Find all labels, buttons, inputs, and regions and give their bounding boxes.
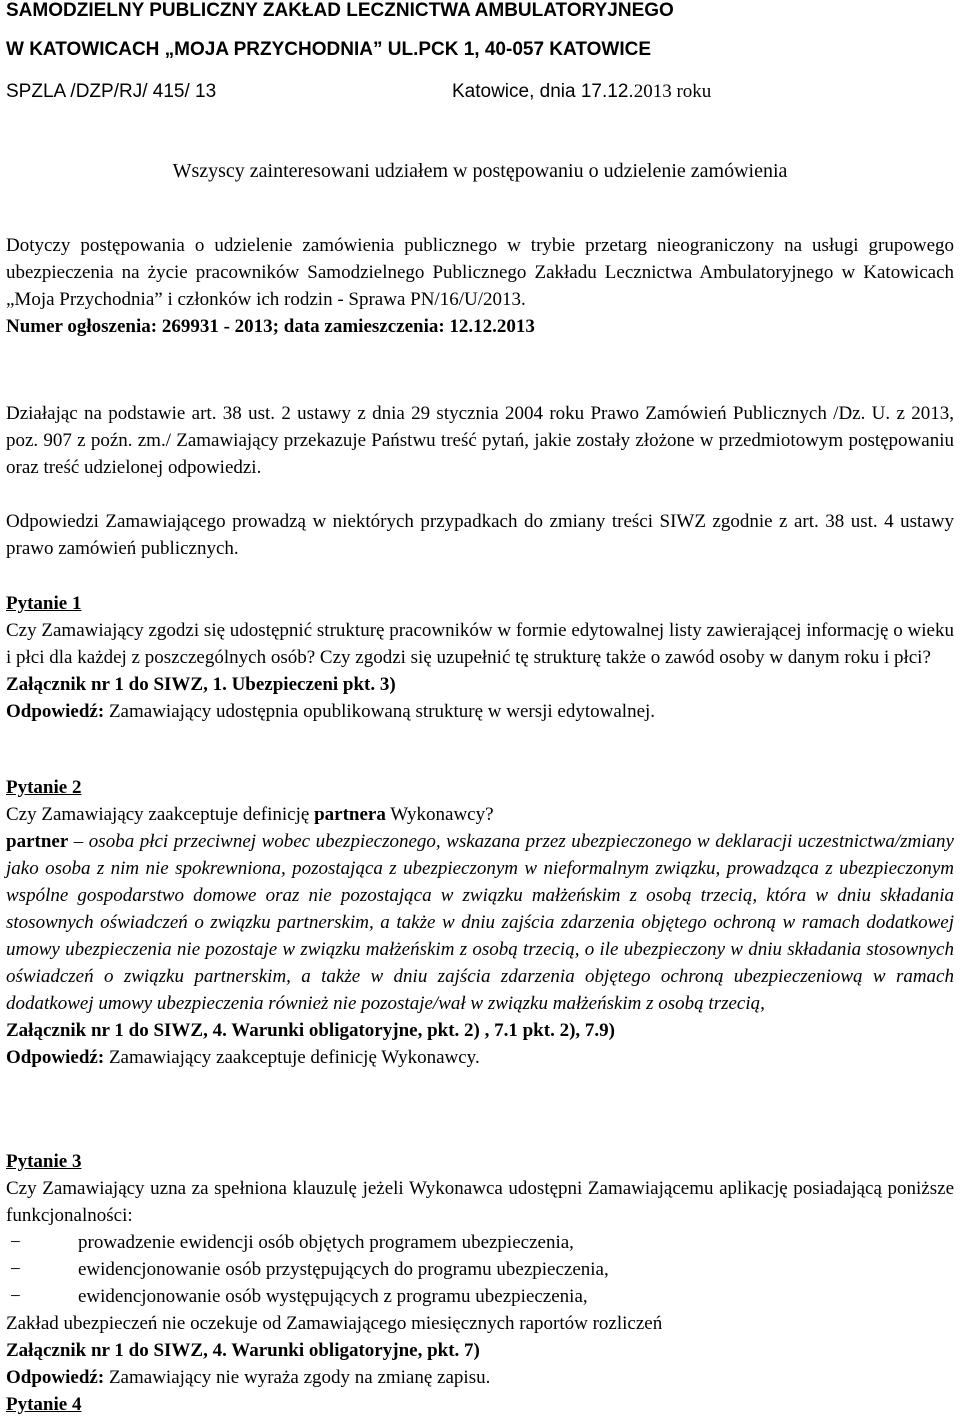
basis-paragraph: Działając na podstawie art. 38 ust. 2 ustawy z dnia 29 stycznia 2004 roku Prawo Zamówień Publicznych /Dz. U. z 2013, poz. 907 z poźn. zm./ Zamawiający przekazuje Państwu treść pytań, jakie zostały złożone w przedmiotowym postępowaniu oraz treść udzielonej odpowiedzi. — [6, 403, 954, 478]
notice-number: Numer ogłoszenia: 269931 - 2013; data zamieszczenia: 12.12.2013 — [6, 316, 535, 337]
question-2-reference: Załącznik nr 1 do SIWZ, 4. Warunki obligatoryjne, pkt. 2) , 7.1 pkt. 2), 7.9) — [6, 1020, 615, 1041]
functionality-list — [6, 1229, 954, 1310]
question-1-answer: Odpowiedź: Zamawiający udostępnia opublikowaną strukturę w wersji edytowalnej. — [6, 701, 656, 722]
institution-name: SAMODZIELNY PUBLICZNY ZAKŁAD LECZNICTWA AMBULATORYJNEGO — [6, 0, 674, 21]
question-2-answer: Odpowiedź: Zamawiający zaakceptuje definicję Wykonawcy. — [6, 1047, 480, 1068]
addressee-title: Wszyscy zainteresowani udziałem w postępowaniu o udzielenie zamówienia — [172, 160, 788, 182]
institution-address: W KATOWICACH „MOJA PRZYCHODNIA” UL.PCK 1, 40-057 KATOWICE — [6, 39, 651, 60]
question-3-tail — [6, 1310, 954, 1418]
document-date: Katowice, dnia 17.12.2013 roku — [452, 81, 712, 102]
intro-section — [6, 232, 954, 340]
list-item: − ewidencjonowanie osób występujących z programu ubezpieczenia, — [6, 1283, 954, 1310]
list-item: − ewidencjonowanie osób przystępujących do programu ubezpieczenia, — [6, 1256, 954, 1283]
question-1 — [6, 590, 954, 725]
question-3-text: Czy Zamawiający uzna za spełniona klauzulę jeżeli Wykonawca udostępni Zamawiającemu aplikację posiadającą poniższe funkcjonalności: — [6, 1178, 954, 1226]
question-2-text: Czy Zamawiający zaakceptuje definicję partnera Wykonawcy? — [6, 804, 494, 825]
question-1-reference: Załącznik nr 1 do SIWZ, 1. Ubezpieczeni pkt. 3) — [6, 674, 396, 695]
question-1-heading: Pytanie 1 — [6, 593, 82, 614]
question-3-reference: Załącznik nr 1 do SIWZ, 4. Warunki obligatoryjne, pkt. 7) — [6, 1340, 480, 1361]
dash-bullet: − — [10, 1286, 21, 1307]
question-3 — [6, 1148, 954, 1229]
question-2-heading: Pytanie 2 — [6, 777, 82, 798]
question-3-answer: Odpowiedź: Zamawiający nie wyraża zgody na zmianę zapisu. — [6, 1367, 491, 1388]
reference-number: SPZLA /DZP/RJ/ 415/ 13 — [6, 81, 217, 102]
changes-paragraph: Odpowiedzi Zamawiającego prowadzą w niektórych przypadkach do zmiany treści SIWZ zgodnie z art. 38 ust. 4 ustawy prawo zamówień publicznych. — [6, 511, 954, 559]
question-2 — [6, 774, 954, 1071]
partner-definition: partner – osoba płci przeciwnej wobec ubezpieczonego, wskazana przez ubezpieczonego w deklaracji uczestnictwa/zmiany jako osoba z nim nie spokrewniona, pozostająca z ubezpieczonym w nieformalnym związku, prowadząca z ubezpieczonym wspólne gospodarstwo domowe oraz nie pozostająca w związku małżeńskim z osobą trzecią, która w dniu składania stosownych oświadczeń o związku partnerskim, a także w dniu zajścia zdarzenia objętego ochroną w ramach dodatkowej umowy ubezpieczenia nie pozostaje w związku małżeńskim z osobą trzecią, o ile ubezpieczony w dniu składania stosownych oświadczeń o związku partnerskim, a także w dniu zajścia zdarzenia objętego ochroną ubezpieczeniową w ramach dodatkowej umowy ubezpieczenia również nie pozostaje/wał w związku małżeńskim z osobą trzecią, — [6, 831, 954, 1014]
question-1-text: Czy Zamawiający zgodzi się udostępnić strukturę pracowników w formie edytowalnej listy zawierającej informację o wieku i płci dla każdej z poszczególnych osób? Czy zgodzi się uzupełnić tę strukturę także o zawód osoby w danym roku i płci? — [6, 620, 954, 668]
question-3-note: Zakład ubezpieczeń nie oczekuje od Zamawiającego miesięcznych raportów rozliczeń — [6, 1313, 663, 1334]
dash-bullet: − — [10, 1259, 21, 1280]
question-4-heading: Pytanie 4 — [6, 1394, 82, 1415]
question-3-heading: Pytanie 3 — [6, 1151, 82, 1172]
dash-bullet: − — [10, 1232, 21, 1253]
list-item: − prowadzenie ewidencji osób objętych programem ubezpieczenia, — [6, 1229, 954, 1256]
intro-text: Dotyczy postępowania o udzielenie zamówienia publicznego w trybie przetarg nieograniczony na usługi grupowego ubezpieczenia na życie pracowników Samodzielnego Publicznego Zakładu Lecznictwa Ambulatoryjnego w Katowicach „Moja Przychodnia” i członków ich rodzin - Sprawa PN/16/U/2013. — [6, 235, 954, 310]
